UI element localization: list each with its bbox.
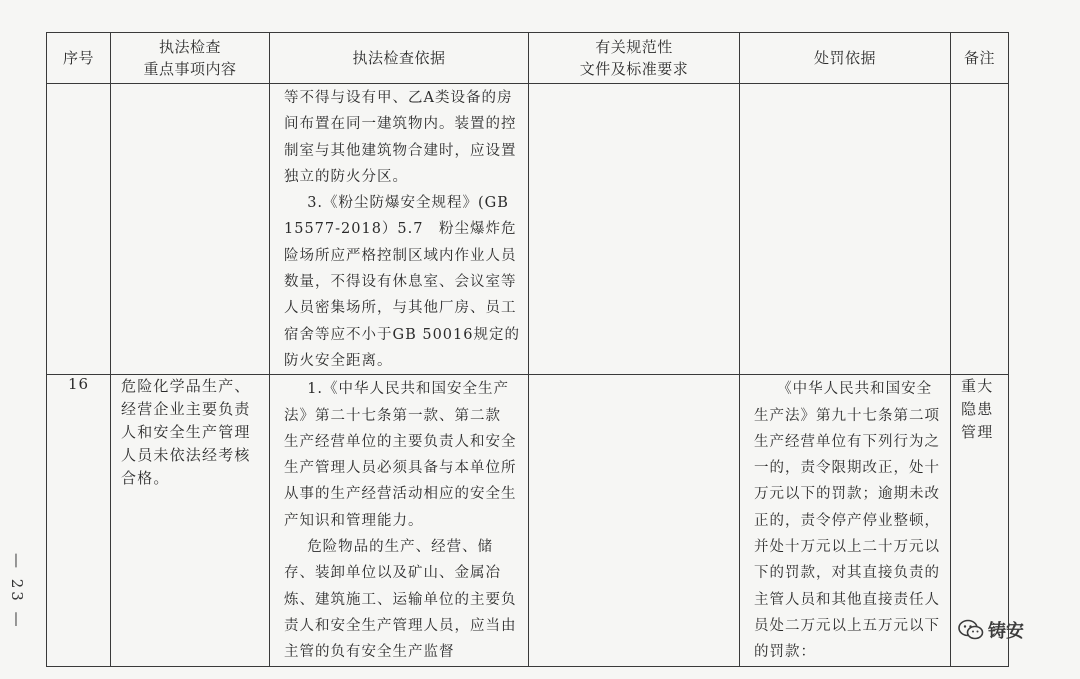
table-header-row	[47, 33, 1009, 84]
cell-basis	[270, 84, 529, 375]
page-number: — 23 —	[8, 553, 26, 630]
header-seq: 序号	[47, 33, 111, 84]
basis-paragraph: 3.《粉尘防爆安全规程》(GB 15577-2018）5.7 粉尘爆炸危险场所应严格控制区域内作业人员数量，不得设有休息室、会议室等人员密集场所，与其他厂房、员工宿舍等应不小于GB 50016规定的防火安全距离。	[284, 195, 520, 369]
header-remark: 备注	[951, 33, 1009, 84]
header-norm	[529, 33, 740, 84]
cell-seq	[47, 84, 111, 375]
cell-seq: 16	[47, 375, 111, 666]
basis-paragraph: 等不得与设有甲、乙A类设备的房间布置在同一建筑物内。装置的控制室与其他建筑物合建时，应设置独立的防火分区。	[284, 90, 517, 185]
cell-penalty	[740, 375, 956, 666]
cell-basis	[270, 375, 529, 666]
cell-remark	[951, 84, 1009, 375]
cell-item	[111, 375, 270, 666]
table-row	[47, 375, 1009, 666]
table-row	[47, 84, 1009, 375]
header-norm-line1: 有关规范性	[595, 38, 673, 56]
watermark	[958, 617, 1024, 643]
header-norm-line2: 文件及标准要求	[579, 60, 689, 78]
header-item-line2: 重点事项内容	[143, 60, 237, 78]
header-item	[111, 33, 270, 84]
enforcement-table	[46, 32, 1009, 667]
cell-norm	[529, 375, 740, 666]
penalty-paragraph: 《中华人民共和国安全生产法》第九十七条第二项 生产经营单位有下列行为之一的，责令限期改正，处十万元以下的罚款；逾期未改正的，责令停产停业整顿，并处十万元以上二十万元以下的罚款，对其直接负责的主管人员和其他直接责任人员处二万元以上五万元以下的罚款：	[754, 381, 956, 661]
basis-paragraph: 1.《中华人民共和国安全生产法》第二十七条第一款、第二款 生产经营单位的主要负责人和安全生产管理人员必须具备与本单位所从事的生产经营活动相应的安全生产知识和管理能力。	[284, 381, 517, 529]
header-penalty: 处罚依据	[740, 33, 951, 84]
cell-penalty	[740, 84, 951, 375]
header-item-line1: 执法检查	[158, 38, 221, 56]
basis-paragraph: 危险物品的生产、经营、储存、装卸单位以及矿山、金属冶炼、建筑施工、运输单位的主要负责人和安全生产管理人员，应当由主管的负有安全生产监督	[284, 539, 517, 661]
watermark-text: 铸安	[988, 621, 1024, 642]
cell-norm	[529, 84, 740, 375]
remark-text: 重大隐患管理	[961, 377, 994, 442]
header-basis: 执法检查依据	[270, 33, 529, 84]
item-text: 危险化学品生产、经营企业主要负责人和安全生产管理人员未依法经考核合格。	[121, 377, 251, 488]
cell-item	[111, 84, 270, 375]
wechat-icon	[958, 619, 984, 641]
